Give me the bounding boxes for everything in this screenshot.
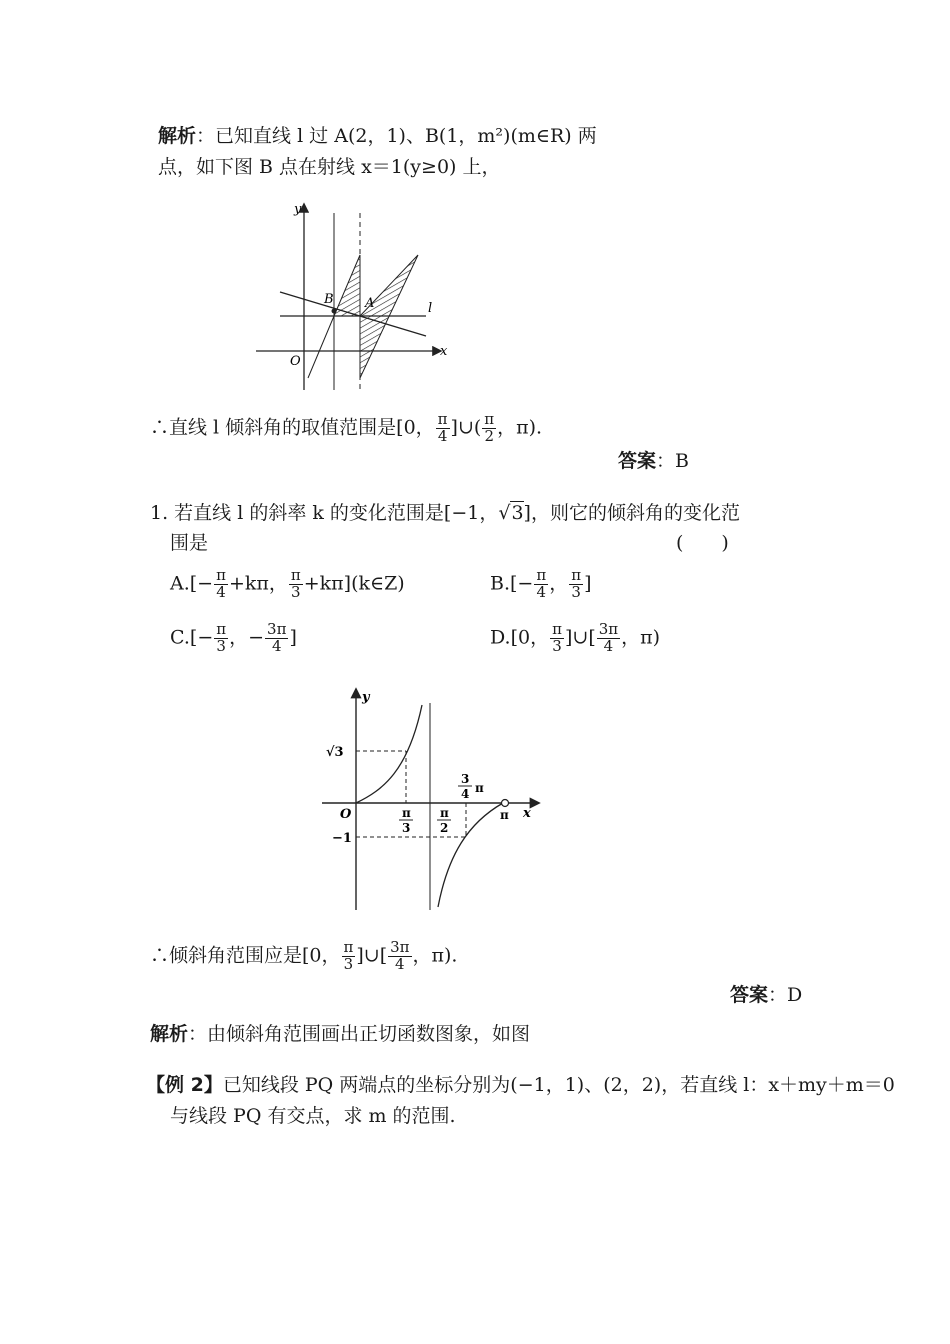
fig2-y-label: y <box>362 690 370 705</box>
conclusion-1 <box>150 412 542 445</box>
figure-1-line-sweep <box>250 195 450 395</box>
fig2-three4-pi: π <box>475 781 484 795</box>
option-c-frac-1: $\frac{\pi}{3}$ <box>216 620 227 655</box>
option-b-frac-2: $\frac{\pi}{3}$ <box>571 566 582 601</box>
option-b-letter: B. <box>490 572 511 595</box>
analysis-text-2: 点，如下图 B 点在射线 x＝1(y≥0) 上， <box>158 156 501 178</box>
option-a-frac-1: $\frac{\pi}{4}$ <box>216 566 226 601</box>
option-d-open: [0， <box>510 626 550 649</box>
option-a <box>170 568 405 601</box>
option-b <box>490 568 592 601</box>
option-a-letter: A. <box>170 572 190 595</box>
option-c <box>170 622 297 655</box>
fig2-pi2-num: π <box>440 806 449 820</box>
example-2-text-1: 已知线段 PQ 两端点的坐标分别为(−1，1)、(2，2)，若直线 l：x＋my＋m＝0 <box>222 1074 895 1096</box>
analysis-label: 解析 <box>158 125 197 147</box>
fig2-pi3-num: π <box>402 806 411 820</box>
answer-2: 答案：D <box>730 984 803 1006</box>
figure-2-tangent-graph <box>318 685 548 915</box>
answer-paren: ( ) <box>676 532 729 554</box>
conclusion-1-frac-2: $\frac{\pi}{2}$ <box>484 410 495 445</box>
conclusion-2-prefix: ∴倾斜角范围应是[0， <box>150 944 341 967</box>
example-2-text-2: 与线段 PQ 有交点，求 m 的范围. <box>170 1105 456 1127</box>
option-d-frac-2: $\frac{3\pi}{4}$ <box>598 620 619 655</box>
answer-1-label: 答案 <box>618 450 657 472</box>
problem-1-stem-part-a: 1. 若直线 l 的斜率 k 的变化范围是[−1， <box>150 502 499 524</box>
option-b-mid: ， <box>549 572 569 595</box>
example-2-line-2 <box>170 1107 456 1126</box>
problem-1-stem-line-2 <box>170 534 208 553</box>
option-a-close: +kπ](k∈Z) <box>303 572 405 595</box>
analysis-line-1: 解析：已知直线 l 过 A(2，1)、B(1，m²)(m∈R) 两 <box>158 125 597 147</box>
fig1-y-label: y <box>294 202 302 217</box>
option-b-close: ] <box>584 572 592 595</box>
fig1-point-b-dot <box>332 309 337 314</box>
option-c-letter: C. <box>170 626 190 649</box>
fig2-open-point-pi <box>502 800 509 807</box>
conclusion-1-mid: ]∪( <box>450 416 482 439</box>
option-d-mid: ]∪[ <box>564 626 596 649</box>
fig1-l-label: l <box>428 301 433 316</box>
option-b-open: [− <box>510 572 534 595</box>
conclusion-1-suffix: ，π). <box>497 416 543 439</box>
fig2-pi-label: π <box>500 808 509 822</box>
fig1-a-label: A <box>365 296 375 311</box>
analysis-2: 解析：由倾斜角范围画出正切函数图象，如图 <box>150 1023 531 1045</box>
conclusion-2-frac-1: $\frac{\pi}{3}$ <box>343 938 354 973</box>
conclusion-2-frac-2: $\frac{3\pi}{4}$ <box>390 938 410 973</box>
option-c-close: ] <box>289 626 297 649</box>
fig2-pi3-den: 3 <box>402 821 411 835</box>
analysis-text-1: 已知直线 l 过 A(2，1)、B(1，m²)(m∈R) 两 <box>215 125 597 147</box>
problem-1-stem-2: 围是 <box>170 532 209 554</box>
option-a-mid: +kπ， <box>228 572 288 595</box>
analysis-2-label: 解析 <box>150 1023 189 1045</box>
fig2-origin-label: O <box>340 807 352 822</box>
conclusion-2-mid: ]∪[ <box>356 944 388 967</box>
conclusion-2 <box>150 940 457 973</box>
fig2-three4-den: 4 <box>461 787 470 801</box>
fig2-pi2-den: 2 <box>440 821 449 835</box>
option-d <box>490 622 660 655</box>
option-a-frac-2: $\frac{\pi}{3}$ <box>290 566 301 601</box>
conclusion-1-prefix: ∴直线 l 倾斜角的取值范围是[0， <box>150 416 435 439</box>
fig1-b-label: B <box>324 292 334 307</box>
fig2-sqrt3-label: √3 <box>326 745 344 760</box>
conclusion-1-frac-1: $\frac{\pi}{4}$ <box>437 410 448 445</box>
problem-1-stem-line-1: 1. 若直线 l 的斜率 k 的变化范围是[−1，√3]，则它的倾斜角的变化范 <box>150 502 740 524</box>
option-d-letter: D. <box>490 626 511 649</box>
option-c-frac-2: $\frac{3\pi}{4}$ <box>267 620 287 655</box>
analysis-2-text: 由倾斜角范围画出正切函数图象，如图 <box>207 1023 531 1045</box>
example-2-line-1 <box>146 1076 895 1095</box>
answer-2-value: D <box>787 984 803 1006</box>
problem-1-stem-part-b: ]，则它的倾斜角的变化范 <box>523 502 740 524</box>
fig2-neg1-label: −1 <box>332 831 352 846</box>
answer-2-label: 答案 <box>730 984 769 1006</box>
problem-1-answer-paren <box>676 534 729 553</box>
option-a-open: [− <box>189 572 214 595</box>
fig2-three4-num: 3 <box>461 772 470 786</box>
example-2-tag: 【例 2】 <box>146 1074 223 1096</box>
fig1-origin-label: O <box>290 354 301 369</box>
option-c-mid: ，− <box>229 626 265 649</box>
problem-1-sqrt-value: 3 <box>511 502 524 524</box>
answer-1-value: B <box>675 450 689 472</box>
option-d-frac-1: $\frac{\pi}{3}$ <box>552 620 562 655</box>
fig1-x-label: x <box>440 344 448 359</box>
answer-1: 答案：B <box>618 450 689 472</box>
conclusion-2-suffix: ，π). <box>412 944 458 967</box>
fig2-x-label: x <box>523 806 531 821</box>
analysis-line-2 <box>158 158 501 177</box>
option-d-close: ，π) <box>621 626 661 649</box>
fig2-tan-branch-left <box>356 705 422 803</box>
option-b-frac-1: $\frac{\pi}{4}$ <box>536 566 547 601</box>
option-c-open: [− <box>189 626 214 649</box>
